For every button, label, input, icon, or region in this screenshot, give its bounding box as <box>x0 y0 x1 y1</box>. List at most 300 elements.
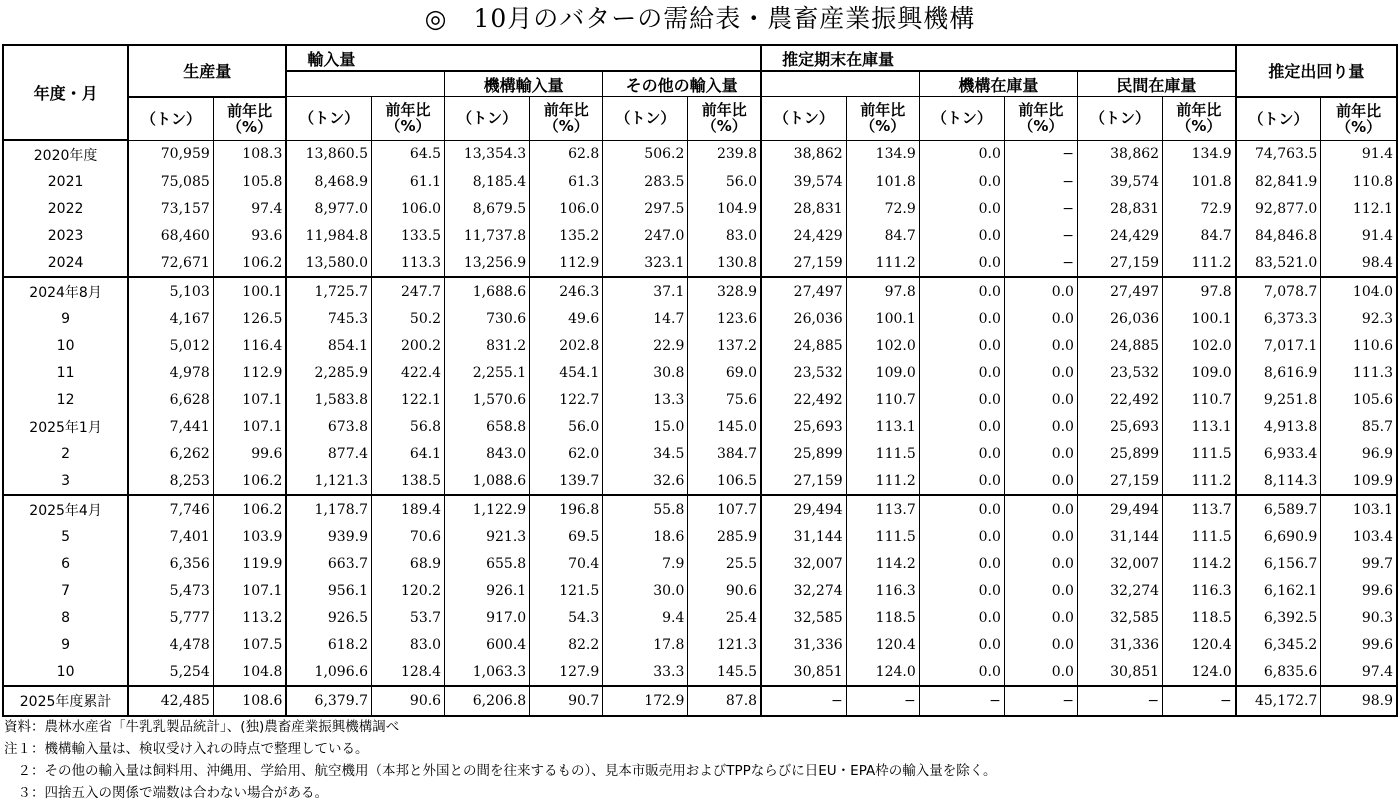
cell-yoy: 108.3 <box>213 140 286 168</box>
cell-tons: 73,157 <box>128 195 213 222</box>
cell-tons: 39,574 <box>1077 168 1162 195</box>
cell-yoy: 99.7 <box>1321 550 1397 577</box>
table-row <box>3 195 1397 222</box>
cell-tons: 921.3 <box>445 523 530 550</box>
cell-tons: 22,492 <box>761 386 846 413</box>
cell-tons: 1,063.3 <box>445 658 530 686</box>
cell-tons: 30.8 <box>603 359 688 386</box>
cell-yoy: 0.0 <box>1004 467 1077 495</box>
table-row <box>3 413 1397 440</box>
cell-yoy: 0.0 <box>1004 658 1077 686</box>
cell-yoy: 91.4 <box>1321 222 1397 249</box>
cell-yoy: 50.2 <box>371 305 444 332</box>
cell-tons: 7.9 <box>603 550 688 577</box>
cell-tons: 6,262 <box>128 440 213 467</box>
cell-tons: 247.0 <box>603 222 688 249</box>
cell-tons: 27,159 <box>761 249 846 277</box>
cell-yoy: 111.2 <box>1163 249 1236 277</box>
cell-tons: 25,899 <box>761 440 846 467</box>
cell-tons: 6,162.1 <box>1236 577 1321 604</box>
unit-tons-header: （トン） <box>128 97 213 141</box>
cell-yoy: 134.9 <box>846 140 919 168</box>
cell-tons: 28,831 <box>761 195 846 222</box>
cell-yoy: 122.7 <box>530 386 603 413</box>
cell-yoy: 202.8 <box>530 332 603 359</box>
cell-tons: 0.0 <box>919 631 1004 658</box>
cell-tons: 55.8 <box>603 495 688 523</box>
cell-yoy: 111.2 <box>846 249 919 277</box>
cell-tons: 22.9 <box>603 332 688 359</box>
cell-tons: 28,831 <box>1077 195 1162 222</box>
row-label: 2025年1月 <box>3 413 128 440</box>
cell-tons: 5,254 <box>128 658 213 686</box>
cell-yoy: 106.2 <box>213 467 286 495</box>
cell-yoy: − <box>1004 140 1077 168</box>
cell-tons: 1,688.6 <box>445 277 530 305</box>
cell-yoy: 120.2 <box>371 577 444 604</box>
cell-yoy: 99.6 <box>1321 577 1397 604</box>
cell-yoy: 61.3 <box>530 168 603 195</box>
cell-yoy: 97.8 <box>846 277 919 305</box>
cell-yoy: 70.6 <box>371 523 444 550</box>
cell-yoy: 100.1 <box>1163 305 1236 332</box>
cell-yoy: 0.0 <box>1004 277 1077 305</box>
cell-yoy: 62.8 <box>530 140 603 168</box>
cell-yoy: 189.4 <box>371 495 444 523</box>
cell-yoy: 133.5 <box>371 222 444 249</box>
cell-yoy: 84.7 <box>846 222 919 249</box>
cell-yoy: 384.7 <box>688 440 761 467</box>
header-agency-imports: 機構輸入量 <box>445 71 603 97</box>
row-label: 2 <box>3 440 128 467</box>
cell-tons: − <box>1077 686 1162 716</box>
cell-yoy: 91.4 <box>1321 140 1397 168</box>
cell-yoy: 98.9 <box>1321 686 1397 716</box>
cell-tons: 6,835.6 <box>1236 658 1321 686</box>
unit-yoy-header: 前年比 （%） <box>371 97 444 141</box>
cell-yoy: 98.4 <box>1321 249 1397 277</box>
cell-yoy: 99.6 <box>1321 631 1397 658</box>
table-row <box>3 249 1397 277</box>
cell-tons: 32.6 <box>603 467 688 495</box>
cell-yoy: 107.1 <box>213 577 286 604</box>
unit-tons-header: （トン） <box>603 97 688 141</box>
cell-yoy: 92.3 <box>1321 305 1397 332</box>
cell-yoy: 107.5 <box>213 631 286 658</box>
cell-tons: 34.5 <box>603 440 688 467</box>
cell-yoy: 93.6 <box>213 222 286 249</box>
unit-tons-header: （トン） <box>919 97 1004 141</box>
cell-tons: 32,585 <box>1077 604 1162 631</box>
cell-tons: 29,494 <box>761 495 846 523</box>
cell-yoy: 106.5 <box>688 467 761 495</box>
cell-tons: 30,851 <box>761 658 846 686</box>
cell-tons: 22,492 <box>1077 386 1162 413</box>
row-label: 2024年8月 <box>3 277 128 305</box>
cell-tons: 0.0 <box>919 140 1004 168</box>
unit-tons-header: （トン） <box>761 97 846 141</box>
cell-yoy: 0.0 <box>1004 305 1077 332</box>
cell-yoy: 116.3 <box>846 577 919 604</box>
cell-tons: 84,846.8 <box>1236 222 1321 249</box>
cell-tons: 11,984.8 <box>286 222 371 249</box>
table-row <box>3 577 1397 604</box>
cell-yoy: − <box>1004 249 1077 277</box>
cell-yoy: 0.0 <box>1004 386 1077 413</box>
cell-tons: 6,206.8 <box>445 686 530 716</box>
cell-yoy: 56.0 <box>688 168 761 195</box>
cell-yoy: 90.7 <box>530 686 603 716</box>
cell-tons: 32,007 <box>761 550 846 577</box>
note-1: 注１：機構輸入量は、検収受け入れの時点で整理している。 <box>4 741 369 757</box>
cell-yoy: 124.0 <box>846 658 919 686</box>
cell-yoy: 64.1 <box>371 440 444 467</box>
row-label: 12 <box>3 386 128 413</box>
cell-tons: 926.5 <box>286 604 371 631</box>
cell-tons: 82,841.9 <box>1236 168 1321 195</box>
cell-yoy: 135.2 <box>530 222 603 249</box>
cell-yoy: 106.0 <box>530 195 603 222</box>
table-row <box>3 658 1397 686</box>
cell-tons: 7,401 <box>128 523 213 550</box>
note-2: ２：その他の輸入量は飼料用、沖縄用、学給用、航空機用（本邦と外国との間を往来するもの）、見本市販売用およびTPPならびに日EU・EPA枠の輸入量を除く。 <box>4 763 997 779</box>
cell-tons: 42,485 <box>128 686 213 716</box>
cell-tons: 6,690.9 <box>1236 523 1321 550</box>
cell-yoy: 124.0 <box>1163 658 1236 686</box>
cell-yoy: 454.1 <box>530 359 603 386</box>
cell-tons: 25,899 <box>1077 440 1162 467</box>
row-label: 6 <box>3 550 128 577</box>
cell-yoy: 107.7 <box>688 495 761 523</box>
cell-tons: 956.1 <box>286 577 371 604</box>
cell-yoy: 0.0 <box>1004 631 1077 658</box>
cell-yoy: 54.3 <box>530 604 603 631</box>
cell-yoy: 90.3 <box>1321 604 1397 631</box>
cell-yoy: 110.7 <box>1163 386 1236 413</box>
cell-yoy: 96.9 <box>1321 440 1397 467</box>
cell-tons: 13,354.3 <box>445 140 530 168</box>
cell-yoy: − <box>1163 686 1236 716</box>
table-row <box>3 222 1397 249</box>
unit-yoy-header: 前年比 （%） <box>1321 97 1397 141</box>
cell-tons: 1,122.9 <box>445 495 530 523</box>
cell-yoy: 145.0 <box>688 413 761 440</box>
cell-yoy: 97.4 <box>213 195 286 222</box>
cell-tons: 27,497 <box>761 277 846 305</box>
cell-yoy: 105.8 <box>213 168 286 195</box>
unit-header-row <box>3 97 1397 141</box>
cell-tons: 6,589.7 <box>1236 495 1321 523</box>
cell-tons: 0.0 <box>919 359 1004 386</box>
cell-tons: 172.9 <box>603 686 688 716</box>
cell-yoy: 83.0 <box>688 222 761 249</box>
cell-tons: 6,373.3 <box>1236 305 1321 332</box>
header-estimated-stock-subtotal <box>761 71 919 97</box>
cell-tons: 13,256.9 <box>445 249 530 277</box>
table-row <box>3 550 1397 577</box>
cell-yoy: 109.0 <box>1163 359 1236 386</box>
cell-yoy: 101.8 <box>846 168 919 195</box>
cell-tons: 24,429 <box>1077 222 1162 249</box>
cell-yoy: 111.5 <box>846 440 919 467</box>
cell-yoy: 110.6 <box>1321 332 1397 359</box>
header-production: 生産量 <box>128 45 286 97</box>
cell-yoy: 0.0 <box>1004 440 1077 467</box>
cell-yoy: 239.8 <box>688 140 761 168</box>
cell-yoy: 112.1 <box>1321 195 1397 222</box>
cell-yoy: 127.9 <box>530 658 603 686</box>
cell-tons: 1,583.8 <box>286 386 371 413</box>
cell-yoy: 113.7 <box>846 495 919 523</box>
cell-yoy: 107.1 <box>213 386 286 413</box>
cell-yoy: − <box>1004 195 1077 222</box>
cell-tons: 926.1 <box>445 577 530 604</box>
cell-yoy: 62.0 <box>530 440 603 467</box>
header-estimated-stock: 推定期末在庫量 <box>761 45 1236 71</box>
table-row <box>3 523 1397 550</box>
cell-tons: 1,725.7 <box>286 277 371 305</box>
cell-yoy: 247.7 <box>371 277 444 305</box>
cell-tons: 8,114.3 <box>1236 467 1321 495</box>
cell-tons: 655.8 <box>445 550 530 577</box>
cell-yoy: 109.9 <box>1321 467 1397 495</box>
cell-yoy: 69.5 <box>530 523 603 550</box>
cell-yoy: 107.1 <box>213 413 286 440</box>
cell-tons: 2,255.1 <box>445 359 530 386</box>
cell-yoy: 110.7 <box>846 386 919 413</box>
row-label: 2023 <box>3 222 128 249</box>
unit-yoy-header: 前年比 （%） <box>1004 97 1077 141</box>
cell-yoy: 68.9 <box>371 550 444 577</box>
row-label: 5 <box>3 523 128 550</box>
header-period: 年度・月 <box>3 45 128 140</box>
cell-tons: 2,285.9 <box>286 359 371 386</box>
cell-yoy: 25.4 <box>688 604 761 631</box>
cell-yoy: 422.4 <box>371 359 444 386</box>
cell-yoy: 196.8 <box>530 495 603 523</box>
cell-yoy: 328.9 <box>688 277 761 305</box>
cell-tons: 1,088.6 <box>445 467 530 495</box>
unit-tons-header: （トン） <box>445 97 530 141</box>
cell-tons: 0.0 <box>919 467 1004 495</box>
cell-yoy: 113.1 <box>1163 413 1236 440</box>
cell-yoy: 0.0 <box>1004 577 1077 604</box>
cell-yoy: 64.5 <box>371 140 444 168</box>
cell-yoy: 113.1 <box>846 413 919 440</box>
row-label: 2024 <box>3 249 128 277</box>
cell-tons: 658.8 <box>445 413 530 440</box>
header-imports: 輸入量 <box>286 45 761 71</box>
footnotes <box>4 716 1394 804</box>
cell-tons: 27,159 <box>761 467 846 495</box>
cell-tons: − <box>919 686 1004 716</box>
cell-tons: 6,628 <box>128 386 213 413</box>
cell-tons: 843.0 <box>445 440 530 467</box>
cell-tons: − <box>761 686 846 716</box>
cell-yoy: 139.7 <box>530 467 603 495</box>
cell-yoy: 138.5 <box>371 467 444 495</box>
cell-yoy: 0.0 <box>1004 332 1077 359</box>
row-label: 2025年度累計 <box>3 686 128 716</box>
cell-tons: 13.3 <box>603 386 688 413</box>
cell-tons: 25,693 <box>761 413 846 440</box>
cell-yoy: 104.9 <box>688 195 761 222</box>
cell-tons: 506.2 <box>603 140 688 168</box>
cell-tons: 0.0 <box>919 332 1004 359</box>
cell-tons: 283.5 <box>603 168 688 195</box>
cell-tons: 8,253 <box>128 467 213 495</box>
cell-tons: 38,862 <box>761 140 846 168</box>
cell-yoy: 112.9 <box>213 359 286 386</box>
header-private-stock: 民間在庫量 <box>1077 71 1235 97</box>
cell-yoy: 103.4 <box>1321 523 1397 550</box>
cell-yoy: 106.2 <box>213 249 286 277</box>
cell-yoy: 110.8 <box>1321 168 1397 195</box>
cell-tons: 37.1 <box>603 277 688 305</box>
cell-tons: 31,336 <box>1077 631 1162 658</box>
cell-tons: 23,532 <box>1077 359 1162 386</box>
cell-tons: 31,144 <box>1077 523 1162 550</box>
cell-tons: 618.2 <box>286 631 371 658</box>
cell-yoy: 72.9 <box>1163 195 1236 222</box>
row-label: 2025年4月 <box>3 495 128 523</box>
cell-tons: 5,103 <box>128 277 213 305</box>
note-3: ３：四捨五入の関係で端数は合わない場合がある。 <box>4 785 328 801</box>
cell-tons: 27,159 <box>1077 249 1162 277</box>
cell-tons: 23,532 <box>761 359 846 386</box>
cell-yoy: 100.1 <box>846 305 919 332</box>
cell-yoy: 246.3 <box>530 277 603 305</box>
cell-tons: 17.8 <box>603 631 688 658</box>
cell-tons: 5,473 <box>128 577 213 604</box>
row-label: 10 <box>3 332 128 359</box>
cell-tons: 14.7 <box>603 305 688 332</box>
cell-tons: 6,356 <box>128 550 213 577</box>
cell-yoy: 200.2 <box>371 332 444 359</box>
cell-yoy: − <box>1004 686 1077 716</box>
cell-yoy: 118.5 <box>846 604 919 631</box>
unit-tons-header: （トン） <box>1077 97 1162 141</box>
cell-tons: 7,441 <box>128 413 213 440</box>
cell-tons: 1,096.6 <box>286 658 371 686</box>
cell-tons: 297.5 <box>603 195 688 222</box>
cell-tons: 7,078.7 <box>1236 277 1321 305</box>
cell-tons: 11,737.8 <box>445 222 530 249</box>
cell-tons: 15.0 <box>603 413 688 440</box>
cell-tons: 0.0 <box>919 168 1004 195</box>
cell-yoy: 90.6 <box>371 686 444 716</box>
table-row <box>3 495 1397 523</box>
cell-yoy: 120.4 <box>846 631 919 658</box>
cell-yoy: 103.1 <box>1321 495 1397 523</box>
table-row <box>3 386 1397 413</box>
cell-yoy: 113.2 <box>213 604 286 631</box>
cell-yoy: 61.1 <box>371 168 444 195</box>
cell-yoy: 106.0 <box>371 195 444 222</box>
cell-yoy: 101.8 <box>1163 168 1236 195</box>
cell-tons: 24,885 <box>761 332 846 359</box>
cell-yoy: 113.3 <box>371 249 444 277</box>
cell-tons: 13,860.5 <box>286 140 371 168</box>
unit-yoy-header: 前年比 （%） <box>688 97 761 141</box>
cell-tons: 25,693 <box>1077 413 1162 440</box>
row-label: 2021 <box>3 168 128 195</box>
cell-tons: 24,885 <box>1077 332 1162 359</box>
cell-tons: 6,933.4 <box>1236 440 1321 467</box>
cell-yoy: 83.0 <box>371 631 444 658</box>
table-row <box>3 467 1397 495</box>
cell-yoy: 82.2 <box>530 631 603 658</box>
cell-tons: 4,913.8 <box>1236 413 1321 440</box>
cell-tons: 29,494 <box>1077 495 1162 523</box>
cell-yoy: 25.5 <box>688 550 761 577</box>
cell-yoy: 97.8 <box>1163 277 1236 305</box>
cell-tons: 38,862 <box>1077 140 1162 168</box>
cell-yoy: 111.5 <box>1163 523 1236 550</box>
cell-tons: 33.3 <box>603 658 688 686</box>
cell-tons: 5,777 <box>128 604 213 631</box>
cell-yoy: 106.2 <box>213 495 286 523</box>
cell-yoy: 104.0 <box>1321 277 1397 305</box>
row-label: 9 <box>3 305 128 332</box>
cell-yoy: 111.2 <box>1163 467 1236 495</box>
cell-tons: 31,336 <box>761 631 846 658</box>
cell-tons: 32,274 <box>1077 577 1162 604</box>
table-row <box>3 168 1397 195</box>
cell-yoy: 0.0 <box>1004 413 1077 440</box>
table-row <box>3 440 1397 467</box>
butter-supply-demand-table <box>2 44 1398 717</box>
cell-yoy: 103.9 <box>213 523 286 550</box>
cell-tons: 8,679.5 <box>445 195 530 222</box>
row-label: 11 <box>3 359 128 386</box>
cell-tons: 26,036 <box>1077 305 1162 332</box>
cell-tons: 39,574 <box>761 168 846 195</box>
cell-tons: 0.0 <box>919 413 1004 440</box>
cell-yoy: 116.3 <box>1163 577 1236 604</box>
cell-yoy: 0.0 <box>1004 359 1077 386</box>
cell-tons: 30,851 <box>1077 658 1162 686</box>
cell-tons: 0.0 <box>919 495 1004 523</box>
cell-yoy: 114.2 <box>1163 550 1236 577</box>
cell-tons: 745.3 <box>286 305 371 332</box>
cell-tons: 31,144 <box>761 523 846 550</box>
unit-yoy-header: 前年比 （%） <box>1163 97 1236 141</box>
cell-tons: 0.0 <box>919 222 1004 249</box>
cell-tons: 32,585 <box>761 604 846 631</box>
cell-tons: 7,746 <box>128 495 213 523</box>
cell-tons: 45,172.7 <box>1236 686 1321 716</box>
cell-yoy: 134.9 <box>1163 140 1236 168</box>
cell-tons: 854.1 <box>286 332 371 359</box>
cell-yoy: 113.7 <box>1163 495 1236 523</box>
cell-tons: 0.0 <box>919 195 1004 222</box>
cell-tons: 0.0 <box>919 550 1004 577</box>
page-title: ◎ 10月のバターの需給表・農畜産業振興機構 <box>424 4 976 33</box>
row-label: 3 <box>3 467 128 495</box>
cell-yoy: 118.5 <box>1163 604 1236 631</box>
cell-yoy: 137.2 <box>688 332 761 359</box>
cell-tons: 27,497 <box>1077 277 1162 305</box>
cell-yoy: 121.5 <box>530 577 603 604</box>
cell-tons: 1,121.3 <box>286 467 371 495</box>
cell-tons: 8,468.9 <box>286 168 371 195</box>
cell-yoy: 102.0 <box>1163 332 1236 359</box>
cell-tons: 7,017.1 <box>1236 332 1321 359</box>
cell-yoy: 75.6 <box>688 386 761 413</box>
cell-yoy: 56.0 <box>530 413 603 440</box>
cell-tons: 26,036 <box>761 305 846 332</box>
